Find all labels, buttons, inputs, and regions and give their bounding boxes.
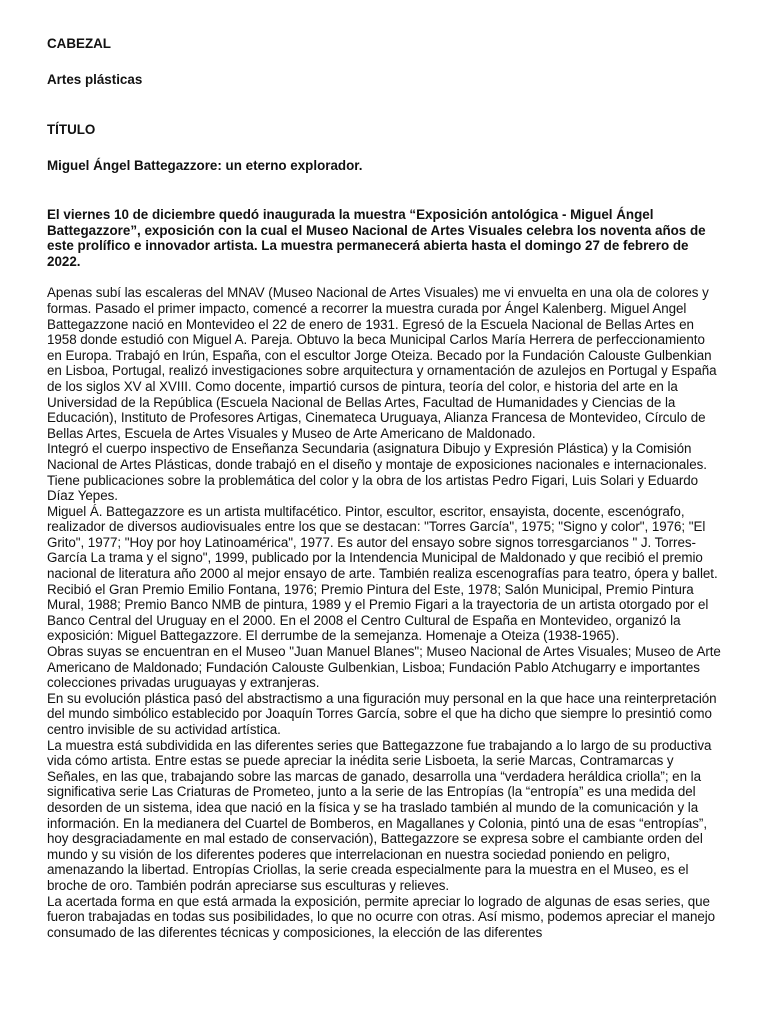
body-paragraph: La acertada forma en que está armada la exposición, permite apreciar lo logrado de algunas de esas series, que fueron trabajadas en todas sus posibilidades, lo que no ocurre con otras. Así mismo, podemos apreciar el manejo consumado de las diferentes técnicas y composiciones, la elección de las diferentes [47, 893, 716, 940]
body-paragraph: Integró el cuerpo inspectivo de Enseñanza Secundaria (asignatura Dibujo y Expresión Plástica) y la Comisión Nacional de Artes Plásticas, donde trabajó en el diseño y montaje de exposiciones nacionales e internacionales. Tiene publicaciones sobre la problemática del color y la obra de los artistas Pedro Figari, Luis Solari y Eduardo Díaz Yepes. [47, 441, 707, 504]
document-page [47, 36, 723, 940]
body-paragraph: Obras suyas se encuentran en el Museo "Juan Manuel Blanes"; Museo Nacional de Artes Visuales; Museo de Arte Americano de Maldonado; Fundación Calouste Gulbenkian, Lisboa; Fundación Pablo Atchugarry e importantes colecciones privadas uruguayas y extranjeras. [47, 644, 721, 691]
body-paragraph: Apenas subí las escaleras del MNAV (Museo Nacional de Artes Visuales) me vi envuelta en una ola de colores y formas. Pasado el primer impacto, comencé a recorrer la muestra curada por Ángel Kalenberg. Miguel Angel Battegazzone nació en Montevideo el 22 de enero de 1931. Egresó de la Escuela Nacional de Bellas Artes en 1958 donde estudió con Miguel A. Pareja. Obtuvo la beca Municipal Carlos María Herrera de perfeccionamiento en Europa. Trabajó en Irún, España, con el escultor Jorge Oteiza. Becado por la Fundación Calouste Gulbenkian en Lisboa, Portugal, realizó investigaciones sobre arquitectura y ornamentación de azulejos en Portugal y España de los siglos XV al XVIII. Como docente, impartió cursos de pintura, teoría del color, e historia del arte en la Universidad de la República (Escuela Nacional de Bellas Artes, Facultad de Humanidades y Ciencias de la Educación), Instituto de Profesores Artigas, Cinemateca Uruguaya, Alianza Francesa de Montevideo, Círculo de Bellas Artes, Escuela de Artes Visuales y Museo de Arte Americano de Maldonado. [47, 285, 717, 441]
header-value: Artes plásticas [47, 72, 143, 87]
body-paragraph: Miguel Á. Battegazzore es un artista multifacético. Pintor, escultor, escritor, ensayista, docente, escenógrafo, realizador de diversos audiovisuales entre los que se destacan: "Torres García", 1975; "Signo y color", 1976; "El Grito", 1977; "Hoy por hoy Latinoamérica", 1977. Es autor del ensayo sobre signos torresgarcianos " J. Torres-García La trama y el signo", 1999, publicado por la Intendencia Municipal de Maldonado y que recibió el premio nacional de literatura año 2000 al mejor ensayo de arte. También realiza escenografías para teatro, ópera y ballet. Recibió el Gran Premio Emilio Fontana, 1976; Premio Pintura del Este, 1978; Salón Municipal, Premio Pintura Mural, 1988; Premio Banco NMB de pintura, 1989 y el Premio Figari a la trayectoria de un artista otorgado por el Banco Central del Uruguay en el 2000. En el 2008 el Centro Cultural de España en Montevideo, organizó la exposición: Miguel Battegazzore. El derrumbe de la semejanza. Homenaje a Oteiza (1938-1965). [47, 503, 718, 644]
article-lead: El viernes 10 de diciembre quedó inaugurada la muestra “Exposición antológica - Miguel Ángel Battegazzore”, exposición con la cual el Museo Nacional de Artes Visuales celebra los noventa años de este prolífico e innovador artista. La muestra permanecerá abierta hasta el domingo 27 de febrero de 2022. [47, 207, 706, 269]
article-title: Miguel Ángel Battegazzore: un eterno explorador. [47, 158, 363, 173]
body-paragraph: En su evolución plástica pasó del abstractismo a una figuración muy personal en la que hace una reinterpretación del mundo simbólico establecido por Joaquín Torres García, sobre el que ha dicho que siempre lo presintió como centro invisible de su actividad artística. [47, 690, 717, 737]
title-label: TÍTULO [47, 122, 96, 137]
header-label: CABEZAL [47, 36, 111, 51]
body-paragraph: La muestra está subdividida en las diferentes series que Battegazzone fue trabajando a lo largo de su productiva vida cómo artista. Entre estas se puede apreciar la inédita serie Lisboeta, la serie Marcas, Contramarcas y Señales, en las que, trabajando sobre las marcas de ganado, desarrolla una “verdadera heráldica criolla”; en la significativa serie Las Criaturas de Prometeo, junto a la serie de las Entropías (la “entropía” es una medida del desorden de un sistema, idea que nació en la física y se ha traslado también al mundo de la comunicación y la información. En la medianera del Cuartel de Bomberos, en Magallanes y Colonia, pintó una de esas “entropías”, hoy desgraciadamente en mal estado de conservación), Battegazzore se expresa sobre el cambiante orden del mundo y su visión de los diferentes poderes que interrelacionan en nuestra sociedad poniendo en peligro, amenazando la libertad. Entropías Criollas, la serie creada especialmente para la muestra en el Museo, es el broche de oro. También podrán apreciarse sus esculturas y relieves. [47, 737, 712, 893]
